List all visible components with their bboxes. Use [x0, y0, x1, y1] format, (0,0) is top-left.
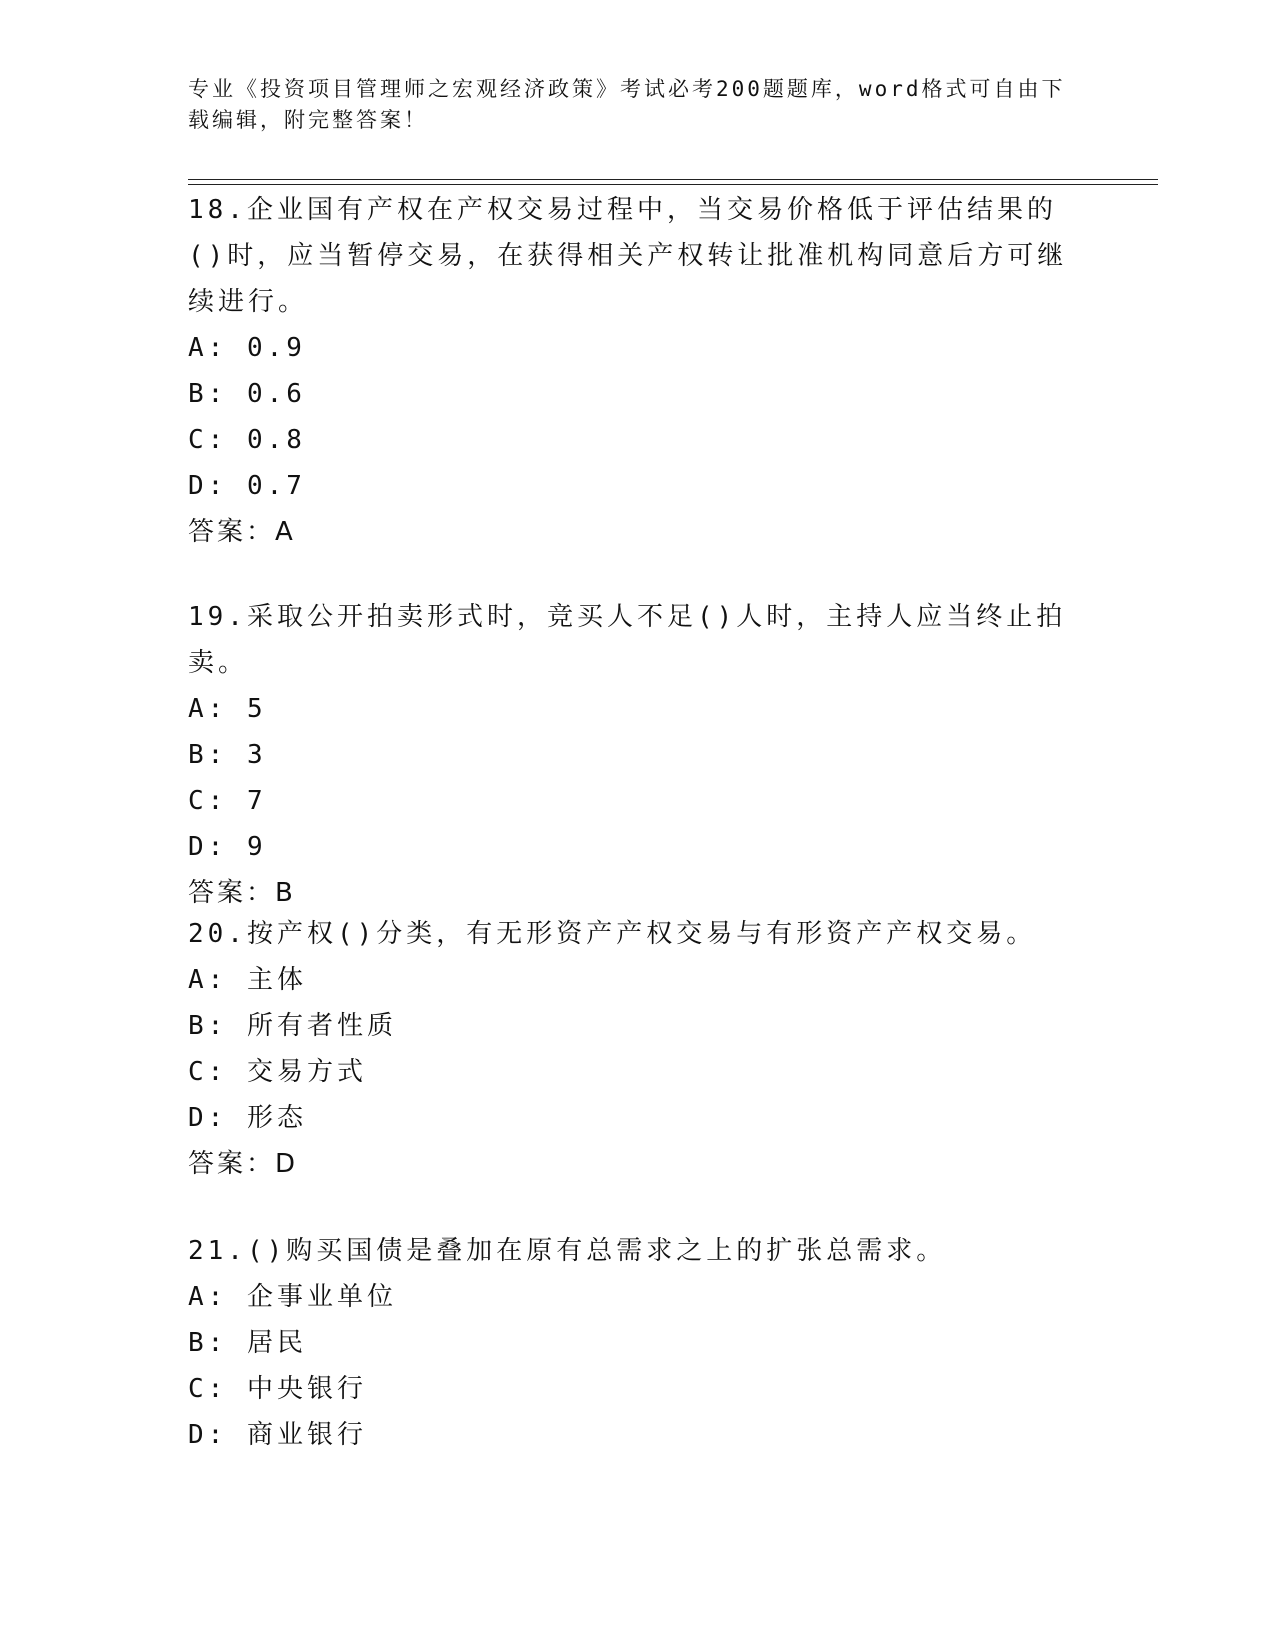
option-c: C: 交易方式	[188, 1057, 367, 1087]
option-d: D: 0.7	[188, 471, 306, 501]
option-c: C: 0.8	[188, 425, 306, 455]
question-20	[188, 911, 1088, 1187]
question-stem: 21.()购买国债是叠加在原有总需求之上的扩张总需求。	[188, 1236, 947, 1266]
answer-label: 答案：D	[188, 1149, 299, 1179]
header-rule-bottom	[188, 184, 1158, 185]
option-d: D: 9	[188, 832, 267, 862]
question-21	[188, 1228, 1088, 1458]
option-b: B: 居民	[188, 1328, 307, 1358]
option-b: B: 0.6	[188, 379, 306, 409]
answer-label: 答案：B	[188, 878, 296, 908]
option-c: C: 中央银行	[188, 1374, 367, 1404]
document-header: 专业《投资项目管理师之宏观经济政策》考试必考200题题库，word格式可自由下载编辑，附完整答案！	[188, 77, 1066, 132]
option-b: B: 所有者性质	[188, 1011, 397, 1041]
option-d: D: 形态	[188, 1103, 307, 1133]
option-b: B: 3	[188, 740, 267, 770]
question-stem: 18.企业国有产权在产权交易过程中，当交易价格低于评估结果的()时，应当暂停交易，在获得相关产权转让批准机构同意后方可继续进行。	[188, 195, 1068, 317]
option-d: D: 商业银行	[188, 1420, 367, 1450]
option-c: C: 7	[188, 786, 267, 816]
question-stem: 20.按产权()分类，有无形资产产权交易与有形资产产权交易。	[188, 919, 1037, 949]
option-a: A: 主体	[188, 965, 307, 995]
option-a: A: 企事业单位	[188, 1282, 397, 1312]
answer-label: 答案：A	[188, 517, 296, 547]
question-stem: 19.采取公开拍卖形式时，竞买人不足()人时，主持人应当终止拍卖。	[188, 602, 1067, 678]
option-a: A: 0.9	[188, 333, 306, 363]
question-18	[188, 187, 1088, 555]
option-a: A: 5	[188, 694, 267, 724]
question-19	[188, 594, 1088, 916]
header-rule-top	[188, 179, 1158, 180]
